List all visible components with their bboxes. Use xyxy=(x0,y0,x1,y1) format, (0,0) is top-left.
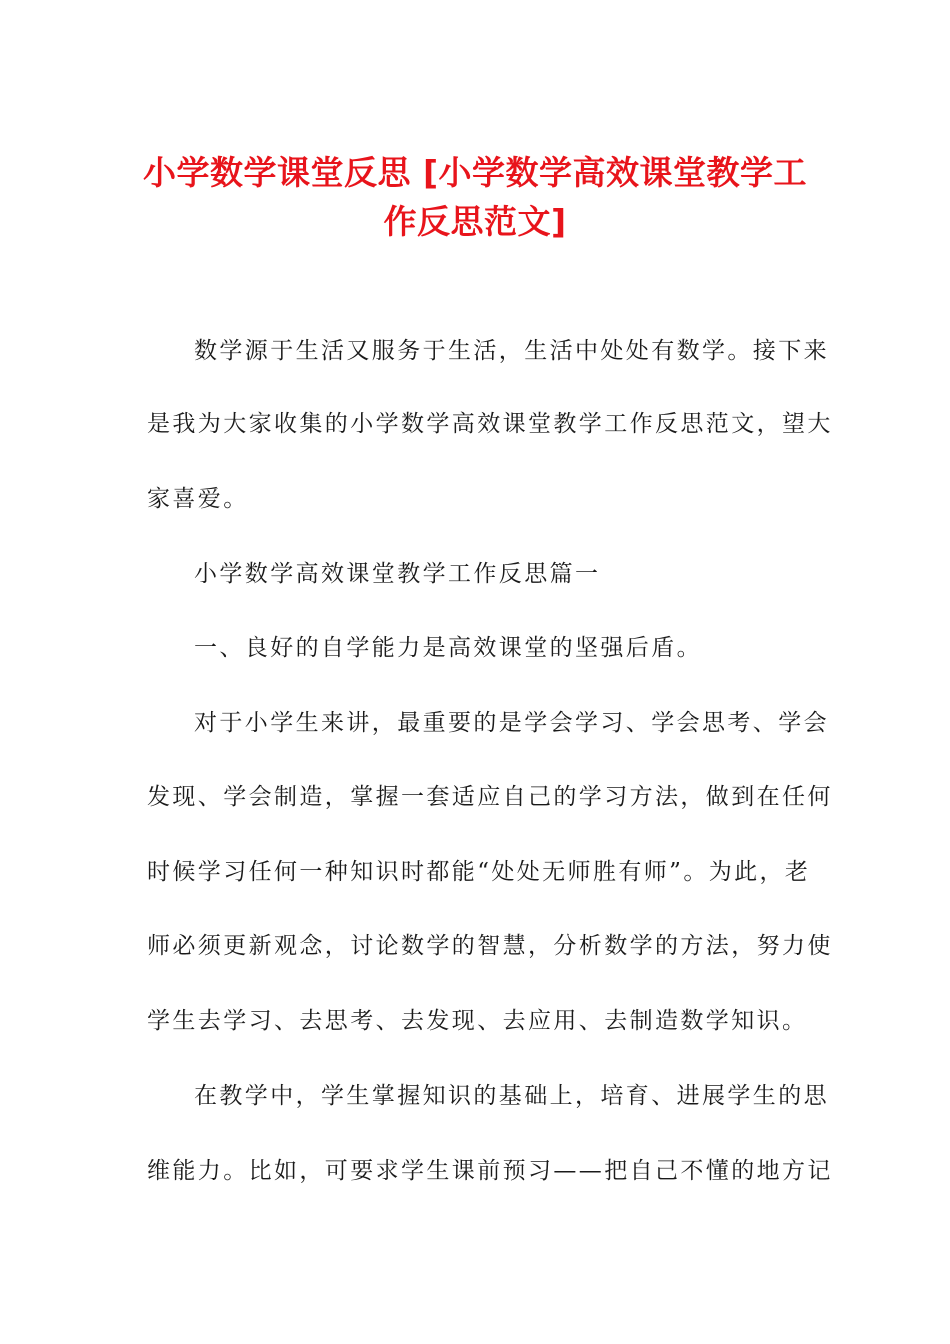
paragraph-2-line-2: 发现、学会制造，掌握一套适应自己的学习方法，做到在任何 xyxy=(147,784,833,810)
paragraph-2-line-4: 师必须更新观念，讨论数学的智慧，分析数学的方法，努力使 xyxy=(147,933,833,959)
section-heading: 小学数学高效课堂教学工作反思篇一 xyxy=(194,561,601,587)
paragraph-1-line-3: 家喜爱。 xyxy=(147,486,249,512)
subheading-1: 一、良好的自学能力是高效课堂的坚强后盾。 xyxy=(194,635,702,661)
paragraph-2-line-3: 时候学习任何一种知识时都能“处处无师胜有师”。为此，老 xyxy=(147,859,811,885)
paragraph-2-line-5: 学生去学习、去思考、去发现、去应用、去制造数学知识。 xyxy=(147,1008,808,1034)
title-line-1: 小学数学课堂反思 [小学数学高效课堂教学工 xyxy=(142,153,808,192)
paragraph-3-line-1: 在教学中，学生掌握知识的基础上，培育、进展学生的思 xyxy=(194,1083,829,1109)
paragraph-1-line-1: 数学源于生活又服务于生活，生活中处处有数学。接下来 xyxy=(194,338,829,364)
document-title xyxy=(130,148,820,246)
title-line-2: 作反思范文] xyxy=(383,202,567,241)
paragraph-2-line-1: 对于小学生来讲，最重要的是学会学习、学会思考、学会 xyxy=(194,710,829,736)
paragraph-3-line-2: 维能力。比如，可要求学生课前预习——把自己不懂的地方记 xyxy=(147,1158,833,1184)
paragraph-1-line-2: 是我为大家收集的小学数学高效课堂教学工作反思范文，望大 xyxy=(147,411,833,437)
